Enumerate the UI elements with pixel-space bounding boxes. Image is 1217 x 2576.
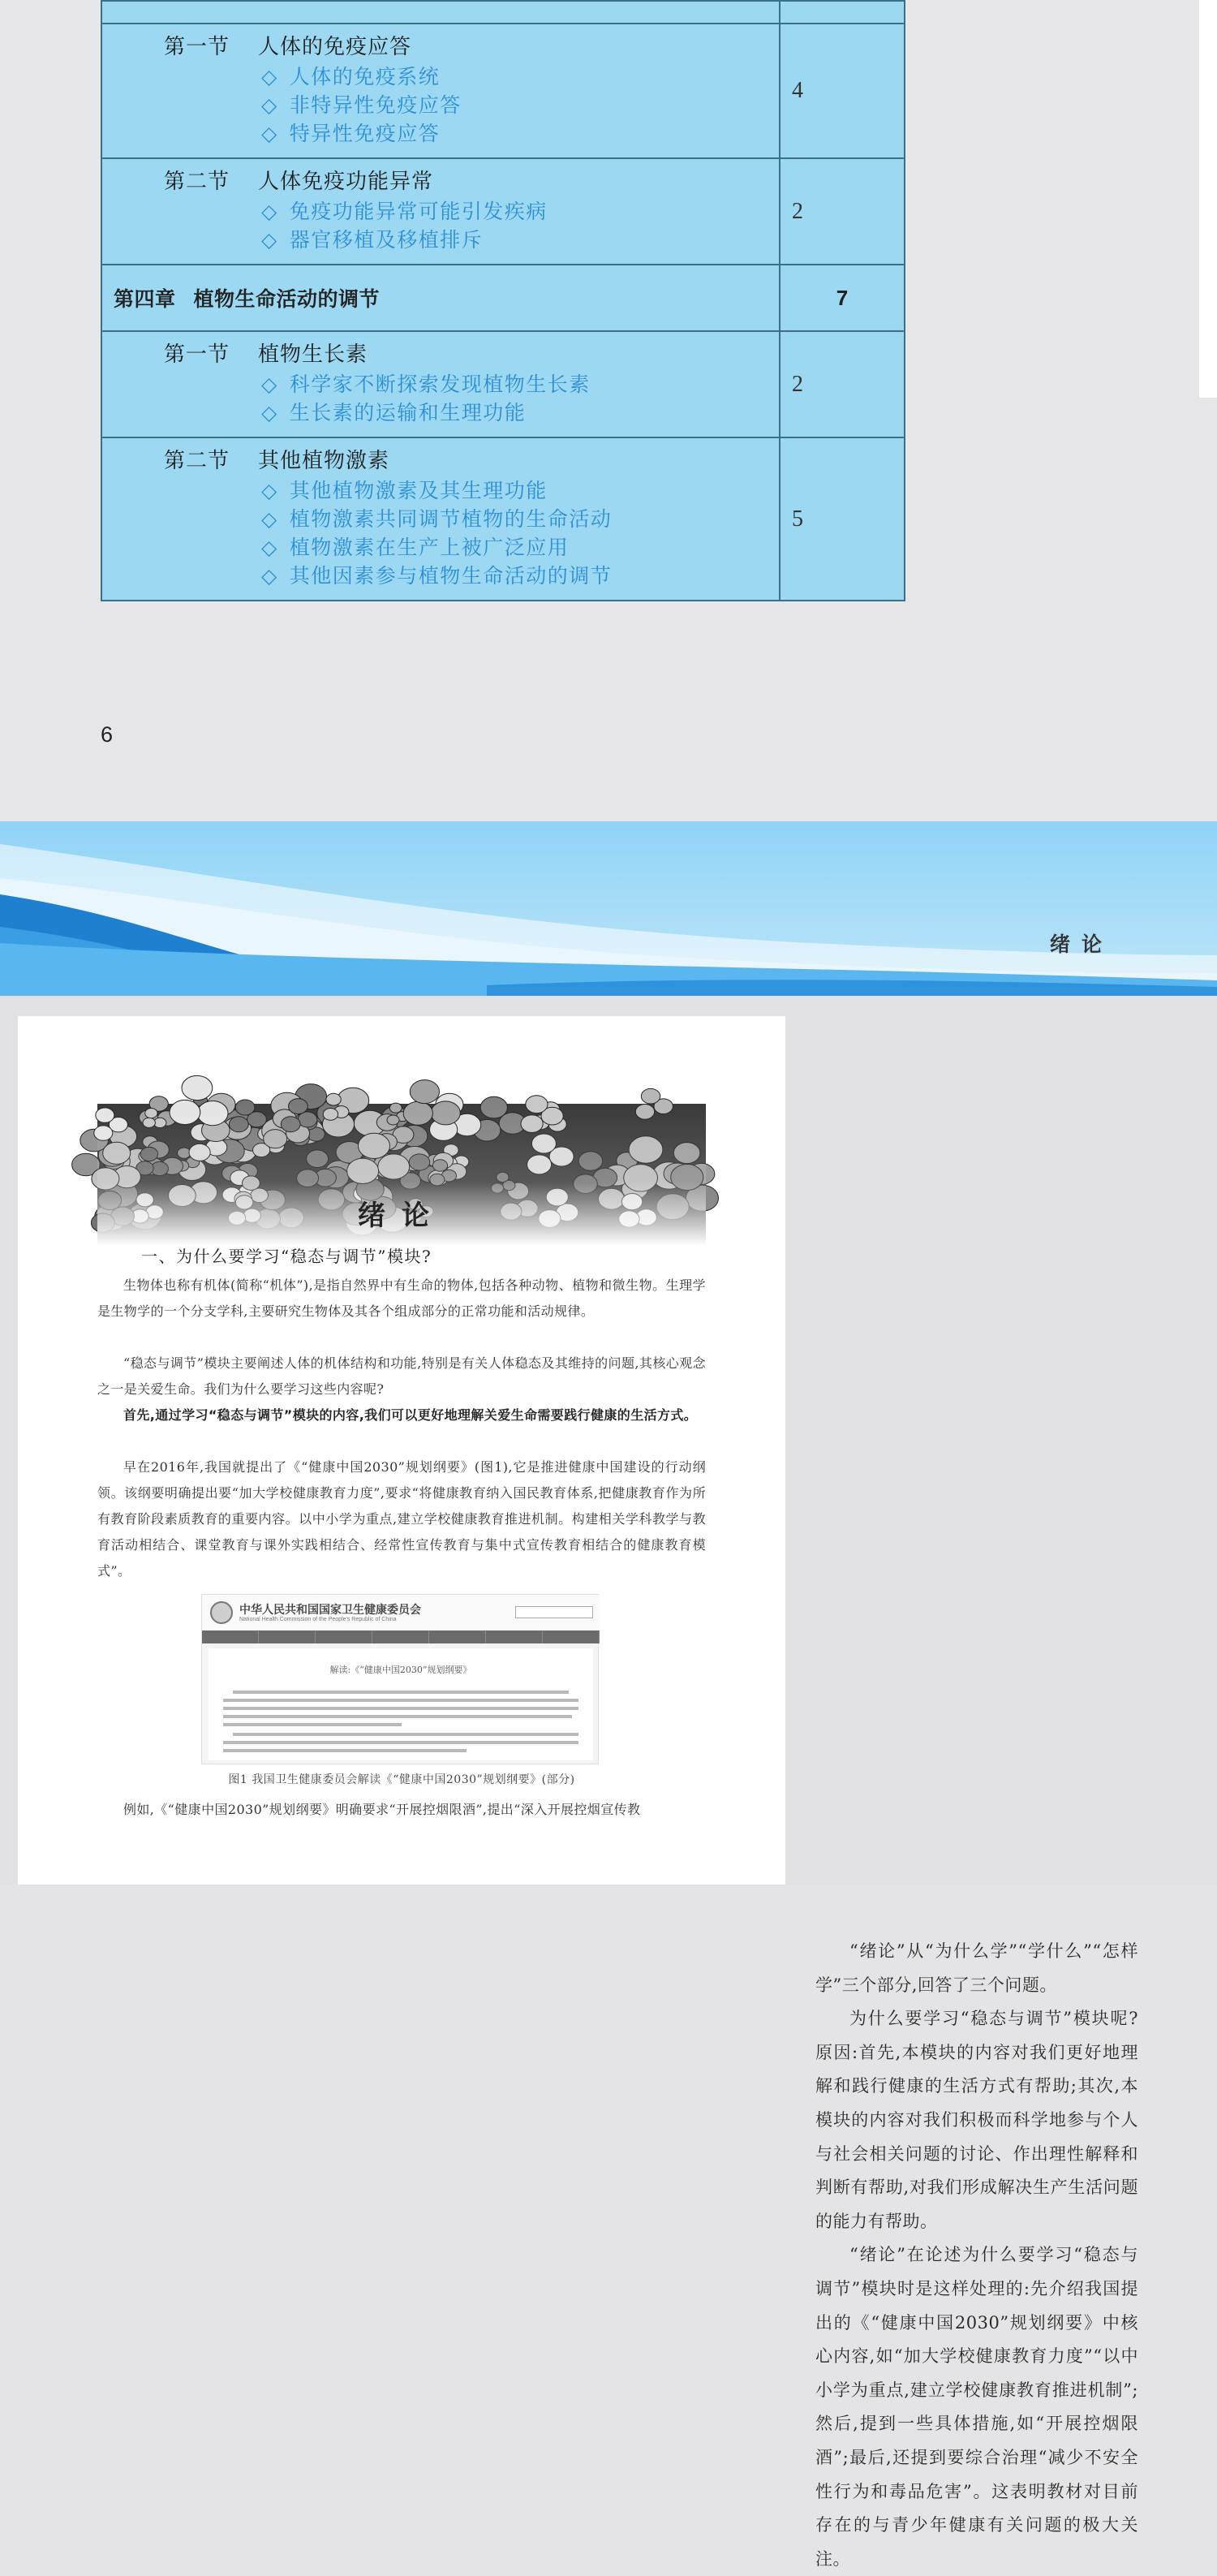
- text-line: [233, 1733, 578, 1736]
- clover-photo: [97, 1104, 706, 1246]
- diamond-bullet-icon: ◇: [261, 65, 278, 88]
- topic-item: ◇ 非特异性免疫应答: [261, 93, 462, 117]
- section-title: 第一节 植物生长素: [164, 342, 368, 367]
- body-paragraph: 早在2016年,我国就提出了《“健康中国2030”规划纲要》(图1),它是推进健康中国建设的行动纲领。该纲要明确提出要“加大学校健康教育力度”,要求“将健康教育纳入国民教育体系,把健康教育作为所有教育阶段素质教育的重要内容。以中小学为重点,建立学校健康教育推进机制。构建相关学科教学与教育活动相结合、课堂教育与课外实践相结合、经常性宣传教育与集中式宣传教育相结合的健康教育模式”。: [97, 1459, 706, 1579]
- topic-item: ◇ 生长素的运输和生理功能: [261, 401, 527, 424]
- body-paragraph: 例如,《“健康中国2030”规划纲要》明确要求“开展控烟限酒”,提出“深入开展控烟宣传教: [123, 1802, 641, 1817]
- figure-caption: 图1 我国卫生健康委员会解读《“健康中国2030”规划纲要》(部分): [228, 1773, 575, 1786]
- diamond-bullet-icon: ◇: [261, 479, 278, 502]
- section-cell: [101, 437, 780, 601]
- section-cell: [101, 24, 780, 158]
- adjacent-page-edge: [1199, 0, 1217, 398]
- page-number: 6: [101, 722, 114, 747]
- commentary-page: [0, 821, 1217, 2569]
- running-head: 绪论: [1049, 933, 1113, 956]
- curriculum-table: [101, 0, 905, 601]
- diamond-bullet-icon: ◇: [261, 122, 278, 145]
- table-row-section: [101, 331, 905, 437]
- section-title: 第一节 人体的免疫应答: [164, 35, 412, 59]
- bold-paragraph: 首先,通过学习“稳态与调节”模块的内容,我们可以更好地理解关爱生命需要践行健康的生活方式。: [123, 1407, 698, 1423]
- website-search-box: [515, 1606, 593, 1618]
- teacher-commentary: [815, 1935, 1138, 2576]
- diamond-bullet-icon: ◇: [261, 401, 278, 424]
- text-line: [223, 1699, 578, 1702]
- table-row-section: [101, 437, 905, 601]
- photo-title: 绪论: [358, 1200, 445, 1232]
- diamond-bullet-icon: ◇: [261, 373, 278, 396]
- hours-cell: 4: [780, 24, 905, 158]
- topic-item: ◇ 植物激素在生产上被广泛应用: [261, 536, 570, 559]
- text-line: [233, 1691, 569, 1694]
- national-emblem-icon: [210, 1601, 233, 1624]
- section-title: 第二节 其他植物激素: [164, 449, 390, 473]
- commentary-paragraph: “绪论”在论述为什么要学习“稳态与调节”模块时是这样处理的:先介绍我国提出的《“健康中国2030”规划纲要》中核心内容,如“加大学校健康教育力度”“以中小学为重点,建立学校健康教育推进机制”;然后,提到一些具体措施,如“开展控烟限酒”;最后,还提到要综合治理“减少不安全性行为和毒品危害”。这表明教材对目前存在的与青少年健康有关问题的极大关注。: [815, 2245, 1138, 2569]
- topic-item: ◇ 免疫功能异常可能引发疾病: [261, 200, 548, 223]
- topic-item: ◇ 人体的免疫系统: [261, 65, 441, 88]
- topic-item: ◇ 特异性免疫应答: [261, 122, 441, 145]
- diamond-bullet-icon: ◇: [261, 228, 278, 252]
- website-article-title: 解读:《“健康中国2030”规划纲要》: [329, 1665, 472, 1675]
- diamond-bullet-icon: ◇: [261, 200, 278, 223]
- website-screenshot-figure: [201, 1594, 599, 1764]
- website-article: [209, 1648, 593, 1760]
- text-line: [223, 1749, 467, 1752]
- diamond-bullet-icon: ◇: [261, 507, 278, 531]
- table-row-chapter: [101, 265, 905, 331]
- topic-item: ◇ 其他因素参与植物生命活动的调节: [261, 564, 613, 588]
- hours-cell: 2: [780, 158, 905, 265]
- clover-leaf: [641, 1088, 660, 1104]
- text-line: [223, 1707, 578, 1710]
- toc-page: [0, 0, 1217, 821]
- website-org-name-en: National Health Commission of the People's Republic of China: [239, 1617, 397, 1622]
- table-row-section: [101, 24, 905, 158]
- topic-item: ◇ 植物激素共同调节植物的生命活动: [261, 507, 613, 531]
- topic-item: ◇ 其他植物激素及其生理功能: [261, 479, 548, 502]
- text-line: [223, 1715, 572, 1718]
- topic-item: ◇ 科学家不断探索发现植物生长素: [261, 373, 591, 396]
- section-title: 第二节 人体免疫功能异常: [164, 170, 434, 194]
- diamond-bullet-icon: ◇: [261, 564, 278, 588]
- commentary-paragraph: “绪论”从“为什么学”“学什么”“怎样学”三个部分,回答了三个问题。: [815, 1941, 1138, 1995]
- body-paragraph: 生物体也称有机体(简称“机体”),是指自然界中有生命的物体,包括各种动物、植物和微生物。生理学是生物学的一个分支学科,主要研究生物体及其各个组成部分的正常功能和活动规律。: [97, 1277, 706, 1319]
- section-cell: [101, 158, 780, 265]
- diamond-bullet-icon: ◇: [261, 536, 278, 559]
- clover-leaf: [326, 1093, 341, 1105]
- hours-cell: 5: [780, 437, 905, 601]
- table-row-section: [101, 158, 905, 265]
- hours-cell: 2: [780, 331, 905, 437]
- topic-item: ◇ 器官移植及移植排斥: [261, 228, 484, 252]
- table-row-prev: [101, 1, 905, 24]
- website-org-name: 中华人民共和国国家卫生健康委员会: [239, 1604, 421, 1617]
- clover-leaf: [182, 1075, 213, 1100]
- commentary-paragraph: 为什么要学习“稳态与调节”模块呢?原因:首先,本模块的内容对我们更好地理解和践行健康的生活方式有帮助;其次,本模块的内容对我们积极而科学地参与个人与社会相关问题的讨论、作出理性解释和判断有帮助,对我们形成解决生产生活问题的能力有帮助。: [815, 2009, 1138, 2231]
- text-line: [223, 1723, 402, 1726]
- chapter-hours: 7: [780, 265, 905, 331]
- diamond-bullet-icon: ◇: [261, 93, 278, 117]
- section-cell: [101, 331, 780, 437]
- clover-leaf: [410, 1080, 439, 1104]
- wave-banner: [0, 821, 1217, 996]
- website-nav-bar: [202, 1630, 600, 1643]
- chapter-title: 第四章 植物生命活动的调节: [101, 265, 780, 331]
- body-paragraph: “稳态与调节”模块主要阐述人体的机体结构和功能,特别是有关人体稳态及其维持的问题,其核心观念之一是关爱生命。我们为什么要学习这些内容呢?: [97, 1355, 706, 1397]
- text-line: [223, 1741, 578, 1744]
- website-header: [202, 1595, 600, 1630]
- textbook-page-scan: [18, 1016, 785, 1885]
- section-heading: 一、为什么要学习“稳态与调节”模块?: [141, 1247, 432, 1266]
